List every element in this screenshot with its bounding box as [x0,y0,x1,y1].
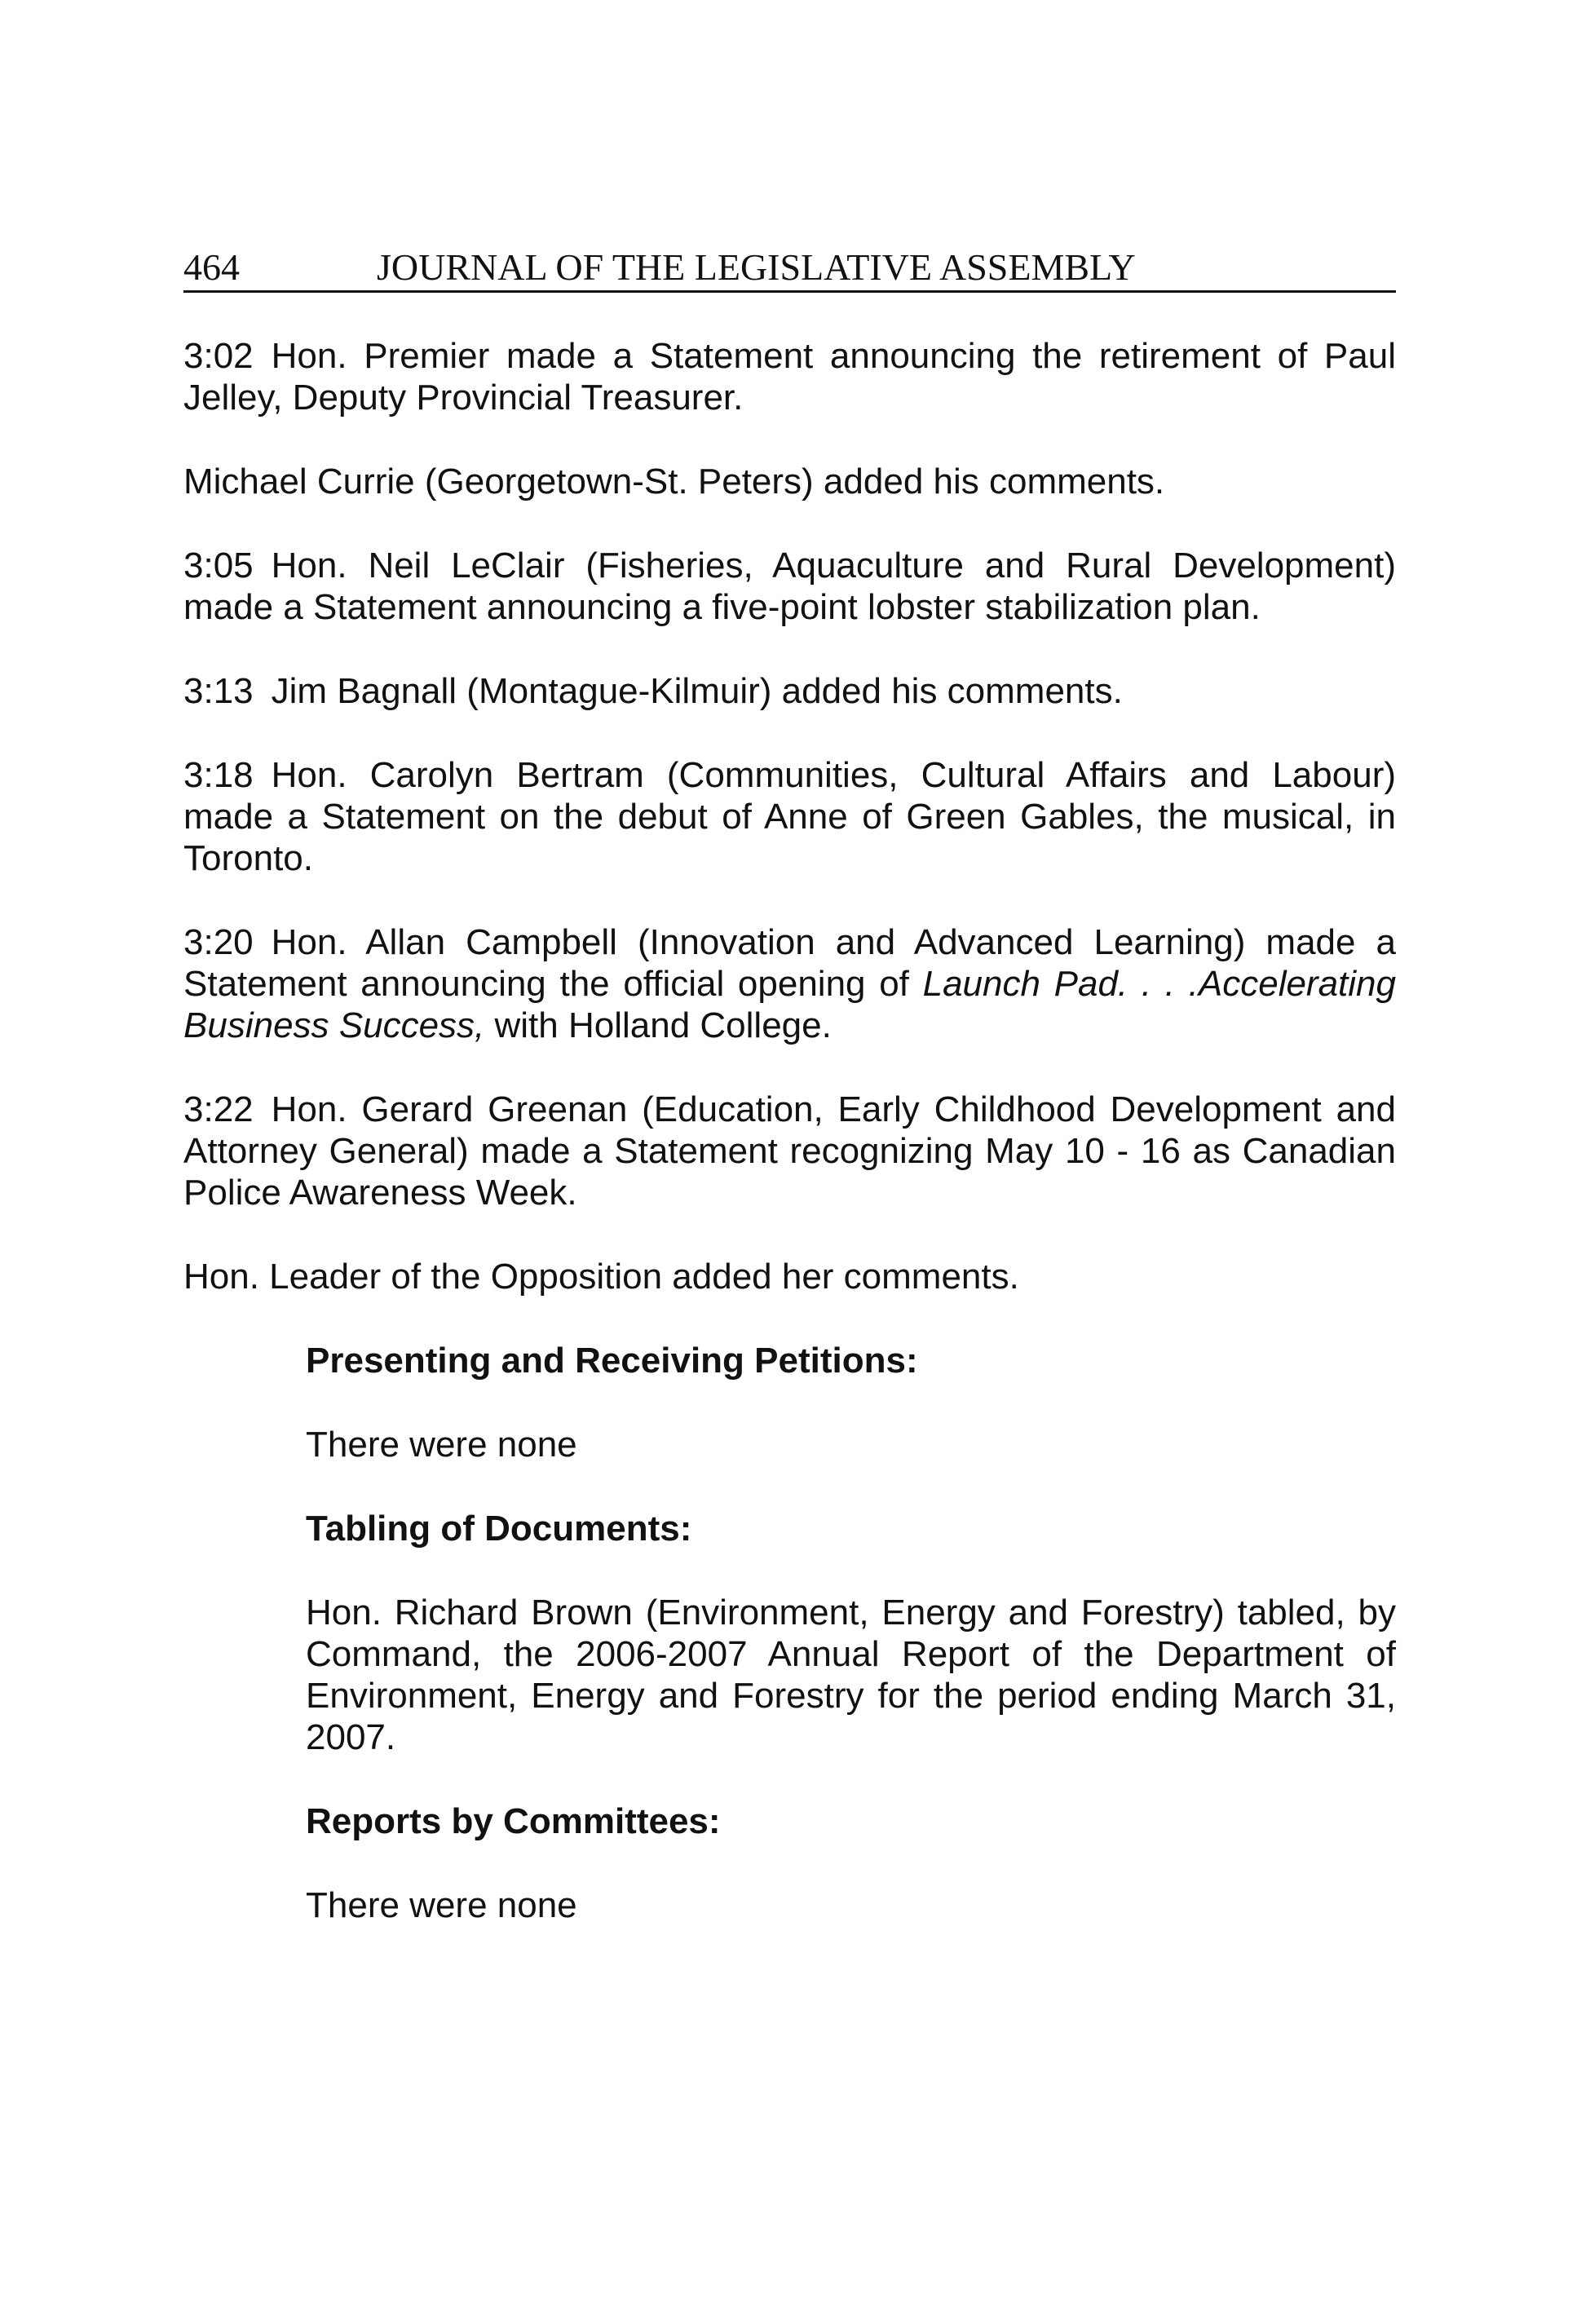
entry-time: 3:05 [183,546,254,585]
entry-text: Hon. Neil LeClair (Fisheries, Aquaculture and Rural Development) made a Statement announcing a five-point lobster stabilization plan. [183,546,1396,627]
entry-bagnall-comments [183,670,1396,712]
page-header [183,245,1396,293]
entry-leclair-statement [183,545,1396,628]
entry-opposition-comments [183,1256,1396,1297]
entry-greenan-statement [183,1089,1396,1213]
entry-time: 3:02 [183,336,254,376]
entry-text: Hon. Carolyn Bertram (Communities, Cultural Affairs and Labour) made a Statement on the debut of Anne of Green Gables, the musical, in Toronto. [183,755,1396,878]
entry-text-before: Hon. Allan Campbell (Innovation and Advanced Learning) made a Statement announcing the official opening of [183,922,1396,1004]
entry-text-italic: Launch Pad. . . .Accelerating Business Success, [183,964,1396,1045]
entry-text-after: with Holland College. [484,1005,832,1045]
entry-text: Hon. Premier made a Statement announcing the retirement of Paul Jelley, Deputy Provincial Treasurer. [183,336,1396,418]
entry-bertram-statement [183,754,1396,879]
entry-time: 3:18 [183,755,254,795]
entry-text: Jim Bagnall (Montague-Kilmuir) added his comments. [271,671,1123,711]
section-heading-petitions: Presenting and Receiving Petitions: [306,1341,918,1381]
section-heading-tabling: Tabling of Documents: [306,1509,692,1549]
entry-text: Michael Currie (Georgetown-St. Peters) added his comments. [183,462,1165,501]
journal-page [183,245,1396,1968]
entry-text: Hon. Gerard Greenan (Education, Early Childhood Development and Attorney General) made a Statement recognizing May 10 - 16 as Canadian Police Awareness Week. [183,1089,1396,1213]
entry-text: Hon. Leader of the Opposition added her comments. [183,1257,1019,1297]
entry-time: 3:22 [183,1089,254,1129]
section-body-petitions: There were none [306,1425,577,1465]
section-body-tabling: Hon. Richard Brown (Environment, Energy and Forestry) tabled, by Command, the 2006-2007 Annual Report of the Department of Environment, Energy and Forestry for the period ending March 31, 2007. [306,1593,1396,1757]
entry-time: 3:13 [183,671,254,711]
journal-content [183,335,1396,1926]
entry-currie-comments [183,461,1396,502]
page-number: 464 [183,246,240,288]
section-heading-committees: Reports by Committees: [306,1801,721,1841]
entry-time: 3:20 [183,922,254,962]
section-body-committees: There were none [306,1885,577,1925]
running-title: JOURNAL OF THE LEGISLATIVE ASSEMBLY [377,246,1136,288]
entry-premier-statement [183,335,1396,418]
entry-campbell-statement [183,921,1396,1046]
